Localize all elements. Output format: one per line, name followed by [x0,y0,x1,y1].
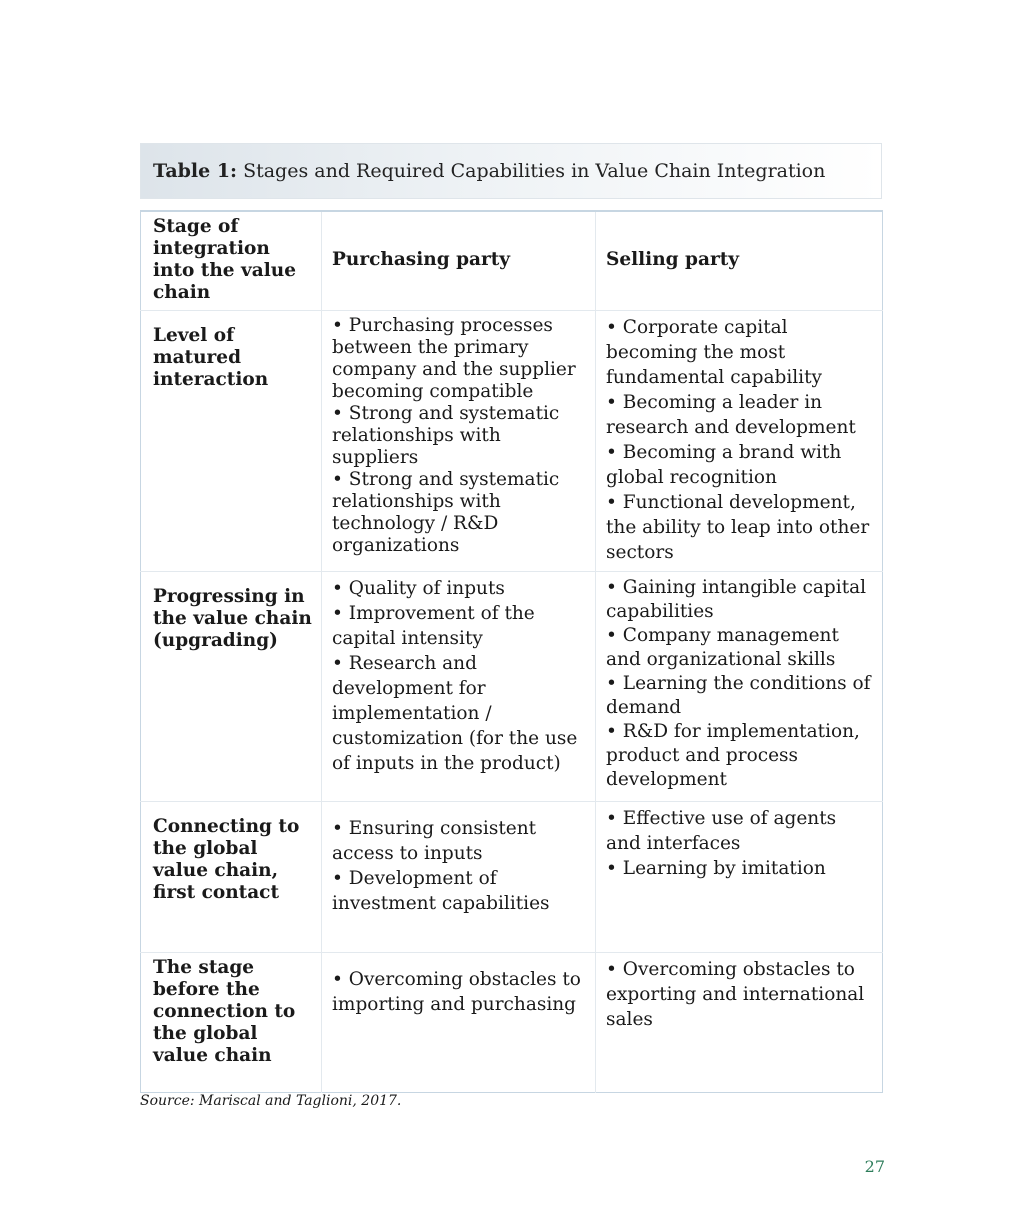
purchasing-cell [322,311,596,572]
purchasing-cell [322,953,596,1093]
list-item: • Quality of inputs [332,578,505,599]
list-item: • Effective use of agents and interfaces [606,808,837,854]
selling-cell [596,953,883,1093]
list-item: • Purchasing processes between the primary company and the supplier becoming compatible [332,315,576,402]
list-item: • Company management and organizational skills [606,625,839,670]
list-item: • Strong and systematic relationships with suppliers [332,403,560,468]
table-caption-text: Stages and Required Capabilities in Value Chain Integration [243,160,826,182]
list-item: • Learning by imitation [606,858,826,879]
table-source-note: Source: Mariscal and Taglioni, 2017. [140,1093,402,1109]
table-row [141,311,883,572]
table-row [141,953,883,1093]
purchasing-cell [322,572,596,802]
list-item: • Improvement of the capital intensity [332,603,535,649]
header-stage: Stage of integration into the value chain [141,211,322,311]
table-row [141,802,883,953]
table-caption-label: Table 1: [153,160,238,182]
stage-cell: Connecting to the global value chain, first contact [141,802,322,953]
stage-cell: Level of matured interaction [141,311,322,572]
list-item: • Overcoming obstacles to importing and purchasing [332,969,581,1015]
table-caption [140,143,882,199]
table-row [141,572,883,802]
selling-cell [596,311,883,572]
list-item: • Gaining intangible capital capabilities [606,577,867,622]
table-header-row [141,211,883,311]
stage-cell: Progressing in the value chain (upgrading) [141,572,322,802]
list-item: • Learning the conditions of demand [606,673,871,718]
list-item: • Functional development, the ability to leap into other sectors [606,492,870,563]
list-item: • R&D for implementation, product and process development [606,721,860,790]
stage-cell: The stage before the connection to the global value chain [153,957,296,1066]
value-chain-table [140,210,883,1093]
list-item: • Becoming a brand with global recognition [606,442,842,488]
list-item: • Ensuring consistent access to inputs [332,818,537,864]
list-item: • Strong and systematic relationships with technology / R&D organizations [332,469,560,556]
list-item: • Research and development for implementation / customization (for the use of inputs in the product) [332,653,578,774]
header-purchasing: Purchasing party [322,211,596,311]
page-number: 27 [864,1157,885,1176]
header-selling: Selling party [596,211,883,311]
purchasing-cell [322,802,596,953]
list-item: • Becoming a leader in research and development [606,392,856,438]
selling-cell [596,572,883,802]
list-item: • Corporate capital becoming the most fundamental capability [606,317,822,388]
list-item: • Development of investment capabilities [332,868,550,914]
selling-cell [596,802,883,953]
list-item: • Overcoming obstacles to exporting and international sales [606,959,865,1030]
